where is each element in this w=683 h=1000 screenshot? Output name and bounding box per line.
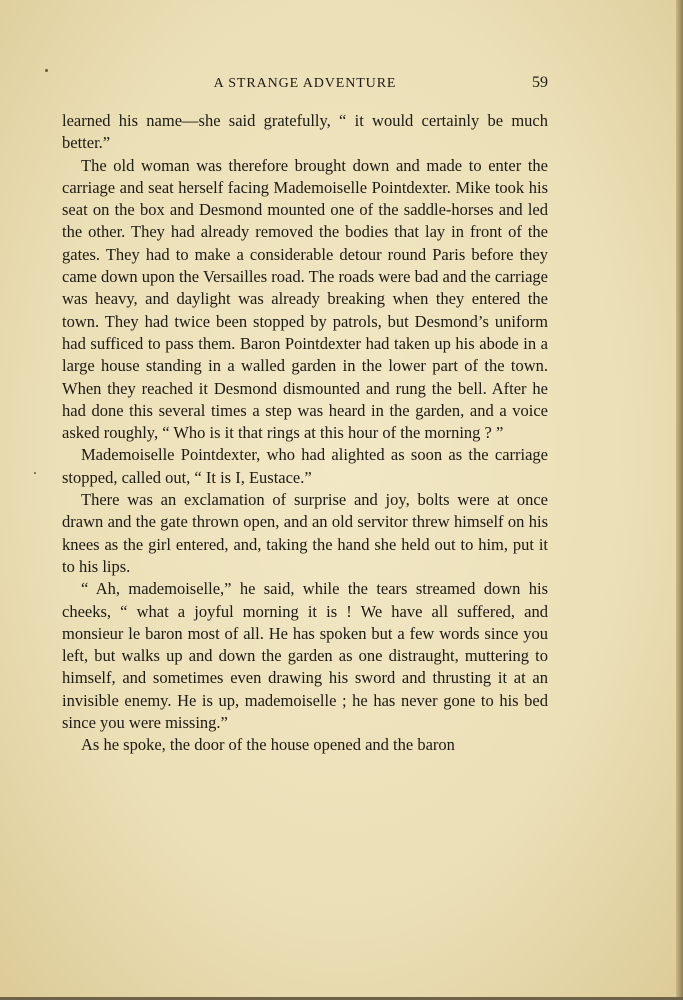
running-head: A STRANGE ADVENTURE [213, 76, 397, 91]
paragraph: “ Ah, mademoiselle,” he said, while the tears streamed down his cheeks, “ what a joyful morning it is ! We have all suffered, and monsieur le baron most of all. He has spoken but a few words since you left, but walks up and down the garden as one distraught, muttering to himself, and sometimes even drawing his sword and thrusting it at an invisible enemy. He is up, mademoiselle ; he has never gone to his bed since you were missing.” [62, 579, 548, 733]
paragraph: As he spoke, the door of the house opened and the baron [81, 735, 455, 755]
page-edge [676, 0, 683, 1000]
page-header [62, 74, 548, 96]
ink-speck [34, 472, 36, 474]
page-number: 59 [532, 74, 548, 91]
paragraph: The old woman was therefore brought down and made to enter the carriage and seat herself facing Mademoiselle Pointdexter. Mike took his seat on the box and Desmond mounted one of the saddle-horses and led the other. They had already removed the bodies that lay in front of the gates. They had to make a considerable detour round Paris before they came down upon the Versailles road. The roads were bad and the carriage was heavy, and daylight was already breaking when they entered the town. They had twice been stopped by patrols, but Desmond’s uniform had sufficed to pass them. Baron Pointdexter had taken up his abode in a large house standing in a walled garden in the lower part of the town. When they reached it Desmond dismounted and rung the bell. After he had done this several times a step was heard in the garden, and a voice asked roughly, “ Who is it that rings at this hour of the morning ? ” [62, 155, 548, 443]
paragraph: Mademoiselle Pointdexter, who had alighted as soon as the carriage stopped, called out, “ It is I, Eustace.” [62, 445, 548, 487]
paragraph: learned his name—she said gratefully, “ it would certainly be much better.” [62, 111, 548, 153]
body-text [62, 110, 548, 757]
ink-speck [45, 69, 48, 72]
paragraph: There was an exclamation of surprise and joy, bolts were at once drawn and the gate thrown open, and an old servitor threw himself on his knees as the girl entered, and, taking the hand she held out to him, put it to his lips. [62, 490, 548, 576]
